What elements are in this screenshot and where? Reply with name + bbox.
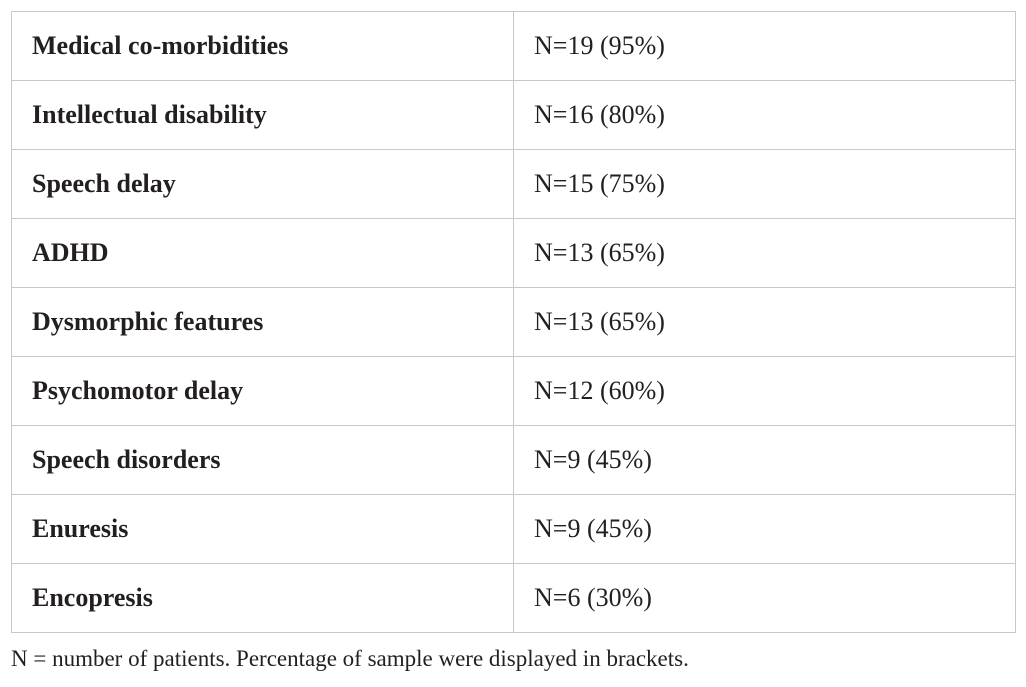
row-value: N=15 (75%) — [514, 150, 1016, 219]
table-row — [12, 81, 1016, 150]
table-row — [12, 495, 1016, 564]
row-label: Speech delay — [12, 150, 514, 219]
table-row — [12, 288, 1016, 357]
row-value: N=6 (30%) — [514, 564, 1016, 633]
row-value: N=9 (45%) — [514, 495, 1016, 564]
row-value: N=13 (65%) — [514, 288, 1016, 357]
table-row — [12, 426, 1016, 495]
row-label: Encopresis — [12, 564, 514, 633]
row-label: Intellectual disability — [12, 81, 514, 150]
row-value: N=16 (80%) — [514, 81, 1016, 150]
table-row — [12, 357, 1016, 426]
row-label: Psychomotor delay — [12, 357, 514, 426]
row-value: N=19 (95%) — [514, 12, 1016, 81]
row-label: Dysmorphic features — [12, 288, 514, 357]
comorbidities-table — [11, 11, 1016, 633]
table-row — [12, 12, 1016, 81]
row-value: N=13 (65%) — [514, 219, 1016, 288]
row-label: ADHD — [12, 219, 514, 288]
row-label: Speech disorders — [12, 426, 514, 495]
row-label: Enuresis — [12, 495, 514, 564]
row-value: N=12 (60%) — [514, 357, 1016, 426]
row-value: N=9 (45%) — [514, 426, 1016, 495]
table-footnote: N = number of patients. Percentage of sample were displayed in brackets. — [11, 646, 689, 671]
table-row — [12, 219, 1016, 288]
row-label: Medical co-morbidities — [12, 12, 514, 81]
table-body — [12, 12, 1016, 633]
table-row — [12, 564, 1016, 633]
table-row — [12, 150, 1016, 219]
